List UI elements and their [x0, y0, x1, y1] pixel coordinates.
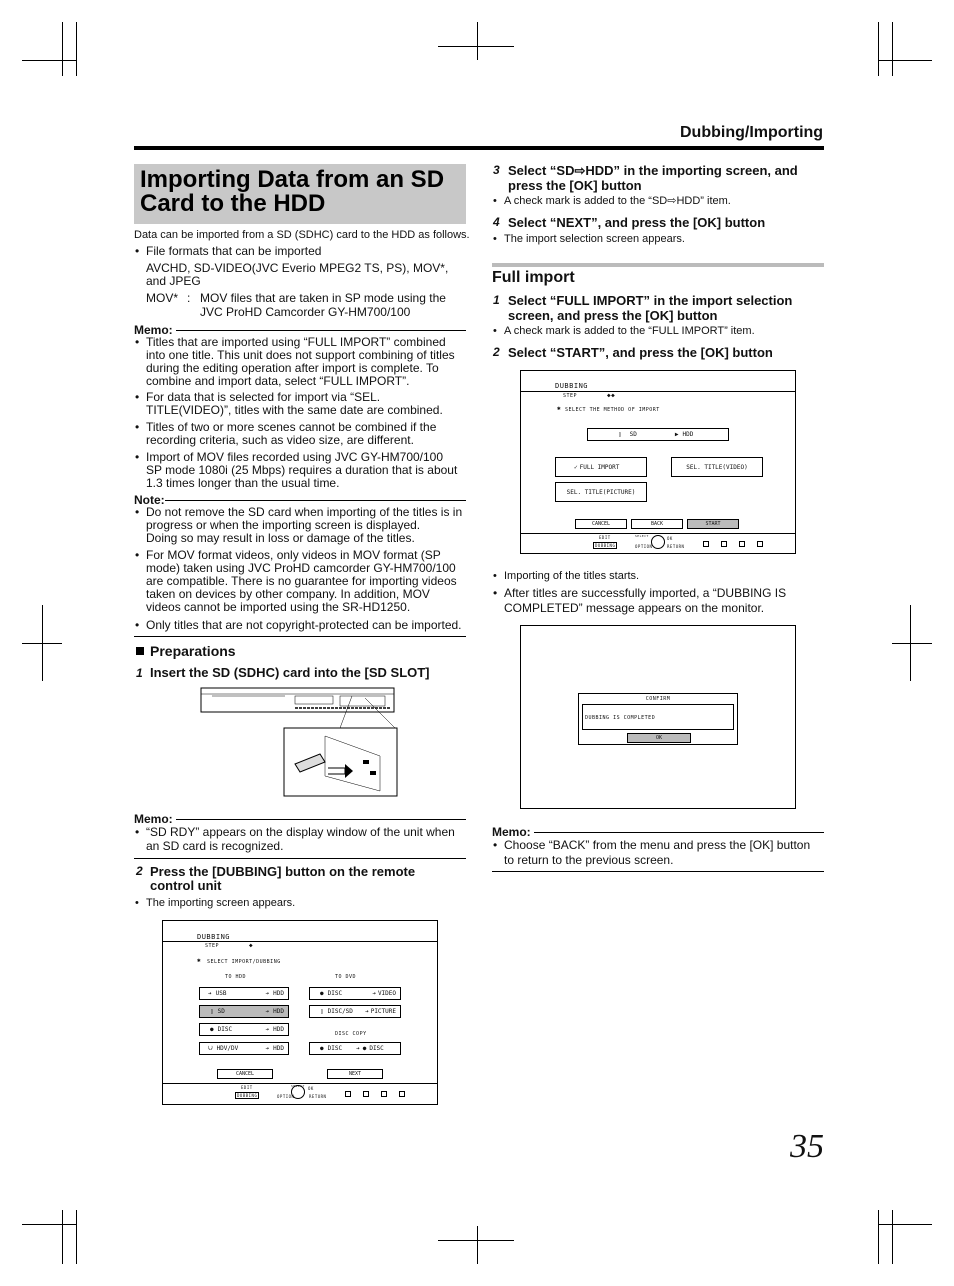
list-item: • Titles that are imported using “FULL IMPORT” combined	[146, 336, 446, 349]
note-end-rule	[134, 636, 466, 637]
step-number: 1	[493, 293, 500, 307]
sel-title-picture-button[interactable]: SEL. TITLE(PICTURE)	[555, 482, 647, 502]
button-label: FULL IMPORT	[579, 463, 620, 471]
button-label: DISC	[369, 1045, 384, 1052]
list-item-cont: videos cannot be imported using the SR-HD1250.	[146, 600, 411, 614]
step-number: 4	[493, 215, 500, 229]
arrow-icon: ➔	[372, 990, 376, 997]
page-number: 35	[790, 1128, 824, 1165]
list-item-cont: to return to the previous screen.	[504, 853, 674, 867]
importing-screen	[162, 920, 438, 1105]
list-item-cont: taken on devices by other company. In addition, MOV	[146, 587, 430, 601]
screen-title: DUBBING	[197, 933, 231, 941]
list-item-cont: progress or when the importing screen is displayed.	[146, 518, 421, 532]
disc-icon: ●	[320, 1045, 324, 1052]
step-text: control unit	[150, 878, 222, 893]
arrow-icon: ➔	[265, 1026, 270, 1033]
formats-list: AVCHD, SD-VIDEO(JVC Everio MPEG2 TS, PS), MOV*,	[146, 261, 449, 275]
route-to: HDD	[682, 431, 694, 438]
import-route-display	[587, 428, 729, 441]
crop-mark	[477, 22, 478, 60]
step-text: screen, and press the [OK] button	[508, 308, 718, 323]
mov-key: MOV*	[146, 291, 179, 305]
instruction: SELECT IMPORT/DUBBING	[207, 959, 281, 965]
after-bullet-cont: COMPLETED” message appears on the monitor.	[504, 601, 765, 615]
crop-mark	[76, 1210, 77, 1264]
button-label: HDV/DV	[216, 1045, 239, 1052]
memo-rule	[176, 819, 466, 820]
step-label: STEP	[205, 943, 220, 949]
disc-to-video-button[interactable]	[309, 987, 401, 1000]
disc-icon: ●	[210, 1026, 214, 1033]
step-label: STEP	[563, 393, 578, 399]
note-rule	[165, 500, 466, 501]
list-item-cont: during the editing operation after import is complete. To	[146, 361, 439, 375]
dpad-icon	[291, 1085, 305, 1099]
step-bullet: • A check mark is added to the “SD⇨HDD” item.	[504, 195, 731, 208]
header-rule	[134, 146, 824, 150]
mov-desc-2: JVC ProHD Camcorder GY-HM700/100	[200, 305, 411, 319]
full-import-heading: Full import	[492, 269, 575, 286]
back-button[interactable]: BACK	[631, 519, 683, 529]
memo-label: Memo:	[134, 323, 173, 337]
button-label: HDD	[273, 1008, 284, 1015]
step-bullet: • The importing screen appears.	[146, 897, 295, 910]
disc-icon: ●	[362, 1045, 367, 1052]
color-key-icon	[345, 1091, 351, 1097]
list-item-cont: into one title. This unit does not support combining of titles	[146, 348, 455, 362]
instruction: SELECT THE METHOD OF IMPORT	[565, 407, 660, 413]
list-item-cont: Doing so may result in loss or damage of the titles.	[146, 531, 415, 545]
option-label: OPTION	[635, 544, 653, 549]
list-item-cont: SP mode 1080i (25 Mbps) requires a duration that is about	[146, 463, 458, 477]
confirm-message: DUBBING IS COMPLETED	[585, 715, 656, 721]
step-number: 2	[493, 345, 500, 359]
hdv-icon: ⮋	[208, 1044, 213, 1052]
memo-end-rule	[492, 871, 824, 872]
sd-to-hdd-button[interactable]	[199, 1005, 289, 1018]
crop-mark	[22, 643, 62, 644]
instruction-icon: ✱	[197, 957, 202, 964]
step-number: 3	[493, 163, 500, 177]
color-key-icon	[721, 541, 727, 547]
step-text: Select “START”, and press the [OK] button	[508, 345, 773, 360]
crop-mark	[477, 1226, 478, 1264]
device-illustration	[200, 686, 400, 798]
crop-mark	[878, 1210, 879, 1264]
list-item-cont: an SD card is recognized.	[146, 839, 284, 853]
start-button[interactable]: START	[687, 519, 739, 529]
arrow-icon: ➔	[265, 1045, 270, 1052]
arrow-icon: ➔	[265, 1008, 270, 1015]
option-label: OPTION	[277, 1094, 295, 1099]
list-item-cont: recording criteria, such as video size, are different.	[146, 433, 414, 447]
route-from: SD	[629, 431, 637, 438]
screen-title: DUBBING	[555, 382, 589, 390]
list-item: • Choose “BACK” from the menu and press the [OK] button	[504, 839, 810, 852]
crop-mark	[438, 46, 514, 47]
ok-label: OK	[667, 536, 673, 541]
edit-label: EDIT	[599, 535, 611, 540]
crop-mark	[892, 643, 932, 644]
disc-copy-label: DISC COPY	[335, 1031, 367, 1037]
to-hdd-label: TO HDD	[225, 974, 247, 980]
memo-label: Memo:	[492, 825, 531, 839]
color-key-icon	[399, 1091, 405, 1097]
button-label: HDD	[273, 990, 284, 997]
confirm-title: CONFIRM	[645, 696, 671, 702]
list-item: • Do not remove the SD card when importing of the titles is in	[146, 506, 462, 519]
step-bullet: • A check mark is added to the “FULL IMPORT” item.	[504, 325, 755, 338]
disc-to-hdd-button[interactable]	[199, 1023, 289, 1036]
button-label: DISC	[327, 990, 343, 997]
return-label: RETURN	[309, 1094, 327, 1099]
step-bullet: • The import selection screen appears.	[504, 233, 685, 246]
edit-label: EDIT	[241, 1085, 253, 1090]
preparations-heading: Preparations	[150, 643, 236, 659]
dubbing-key: DUBBING	[237, 1093, 258, 1098]
dpad-icon	[651, 535, 665, 549]
step-text: Select “NEXT”, and press the [OK] button	[508, 215, 766, 230]
select-label: SELECT	[291, 1084, 305, 1088]
list-item: • “SD RDY” appears on the display window of the unit when	[146, 826, 455, 839]
crop-mark	[62, 1210, 63, 1264]
crop-mark	[76, 22, 77, 76]
ok-label: OK	[308, 1086, 314, 1091]
color-key-icon	[381, 1091, 387, 1097]
list-item: • For data that is selected for import via “SEL.	[146, 391, 380, 404]
crop-mark	[892, 22, 893, 76]
sel-title-video-button[interactable]: SEL. TITLE(VIDEO)	[671, 457, 763, 477]
crop-mark	[22, 60, 76, 61]
select-label: SELECT	[635, 534, 649, 538]
list-item: • Titles of two or more scenes cannot be combined if the	[146, 421, 436, 434]
to-dvd-label: TO DVD	[335, 974, 357, 980]
mov-desc-1: MOV files that are taken in SP mode using the	[200, 291, 446, 305]
return-label: RETURN	[667, 544, 685, 549]
formats-label: • File formats that can be imported	[146, 245, 321, 258]
color-key-icon	[703, 541, 709, 547]
memo-rule	[176, 330, 466, 331]
step-text: Press the [DUBBING] button on the remote	[150, 864, 416, 879]
button-label: HDD	[273, 1045, 284, 1052]
ok-button[interactable]: OK	[627, 733, 691, 743]
list-item-cont: 1.3 times longer than the usual time.	[146, 476, 340, 490]
step-number: 1	[136, 666, 143, 680]
instruction-icon: ✱	[557, 405, 562, 412]
usb-to-hdd-button[interactable]	[199, 987, 289, 1000]
memo-rule	[534, 832, 824, 833]
full-import-button[interactable]	[555, 457, 647, 477]
arrow-icon: ➔	[265, 990, 270, 997]
completed-screen	[520, 625, 796, 809]
import-selection-screen	[520, 370, 796, 554]
sd-card-icon: ▯	[618, 431, 622, 438]
disc-icon: ●	[320, 990, 324, 997]
button-label: SD	[217, 1008, 225, 1015]
disc-copy-button[interactable]	[309, 1042, 401, 1055]
button-label: VIDEO	[377, 990, 396, 997]
page-title: Importing Data from an SD Card to the HDD	[140, 166, 445, 217]
step-number: 2	[136, 864, 143, 878]
button-label: DISC/SD	[327, 1008, 353, 1015]
cancel-button[interactable]: CANCEL	[217, 1069, 273, 1079]
step-text: Select “SD⇨HDD” in the importing screen, and	[508, 163, 798, 178]
section-heading: Dubbing/Importing	[680, 124, 824, 141]
mov-colon: :	[187, 291, 191, 305]
disc-sd-to-picture-button[interactable]	[309, 1005, 401, 1018]
button-label: HDD	[273, 1026, 284, 1033]
sd-card-icon: ▯	[210, 1008, 214, 1015]
crop-mark	[62, 22, 63, 76]
square-bullet	[136, 647, 144, 655]
step-text: Select “FULL IMPORT” in the import selection	[508, 293, 793, 308]
next-button[interactable]: NEXT	[327, 1069, 383, 1079]
after-bullet: • Importing of the titles starts.	[504, 570, 639, 583]
crop-mark	[438, 1240, 514, 1241]
list-item-cont: combine and import data, select “FULL IMPORT”.	[146, 374, 410, 388]
crop-mark	[878, 1224, 932, 1225]
list-item-cont: TITLE(VIDEO)”, titles with the same date are combined.	[146, 403, 443, 417]
list-item-cont: are compatible. There is no guarantee for importing videos	[146, 574, 457, 588]
list-item: • Import of MOV files recorded using JVC GY-HM700/100	[146, 451, 443, 464]
color-key-icon	[363, 1091, 369, 1097]
crop-mark	[878, 22, 879, 76]
button-label: DISC	[217, 1026, 233, 1033]
crop-mark	[22, 1224, 76, 1225]
intro-text: Data can be imported from a SD (SDHC) card to the HDD as follows.	[134, 229, 470, 241]
check-icon: ✓	[574, 463, 578, 471]
button-label: USB	[215, 990, 227, 997]
hdv-to-hdd-button[interactable]	[199, 1042, 289, 1055]
button-label: PICTURE	[370, 1008, 396, 1015]
full-import-rule	[492, 263, 824, 267]
memo-label: Memo:	[134, 812, 173, 826]
step-diamond-icon: ◆	[249, 942, 254, 949]
step-text: press the [OK] button	[508, 178, 642, 193]
crop-mark	[892, 1210, 893, 1264]
button-label: DISC	[327, 1045, 343, 1052]
list-item: • Only titles that are not copyright-protected can be imported.	[146, 619, 462, 632]
step-text: Insert the SD (SDHC) card into the [SD SLOT]	[150, 665, 430, 680]
after-bullet: • After titles are successfully imported, a “DUBBING IS	[504, 587, 786, 600]
title-box	[134, 164, 466, 224]
color-key-icon	[739, 541, 745, 547]
arrow-icon: ➔	[356, 1045, 360, 1052]
formats-list-2: and JPEG	[146, 274, 201, 288]
usb-icon: ➔	[208, 990, 212, 997]
list-item: • For MOV format videos, only videos in MOV format (SP	[146, 549, 441, 562]
step-diamond-icon: ◆◆	[607, 392, 616, 399]
arrow-icon: ▶	[674, 431, 679, 438]
sd-card-icon: ▯	[320, 1008, 324, 1015]
color-key-icon	[757, 541, 763, 547]
list-item-cont: mode) taken using JVC ProHD camcorder GY-HM700/100	[146, 561, 456, 575]
confirm-dialog	[578, 693, 738, 745]
memo-end-rule	[134, 858, 466, 859]
note-label: Note:	[134, 493, 165, 507]
arrow-icon: ➔	[365, 1008, 369, 1015]
cancel-button[interactable]: CANCEL	[575, 519, 627, 529]
crop-mark	[878, 60, 932, 61]
dubbing-key: DUBBING	[595, 543, 616, 548]
